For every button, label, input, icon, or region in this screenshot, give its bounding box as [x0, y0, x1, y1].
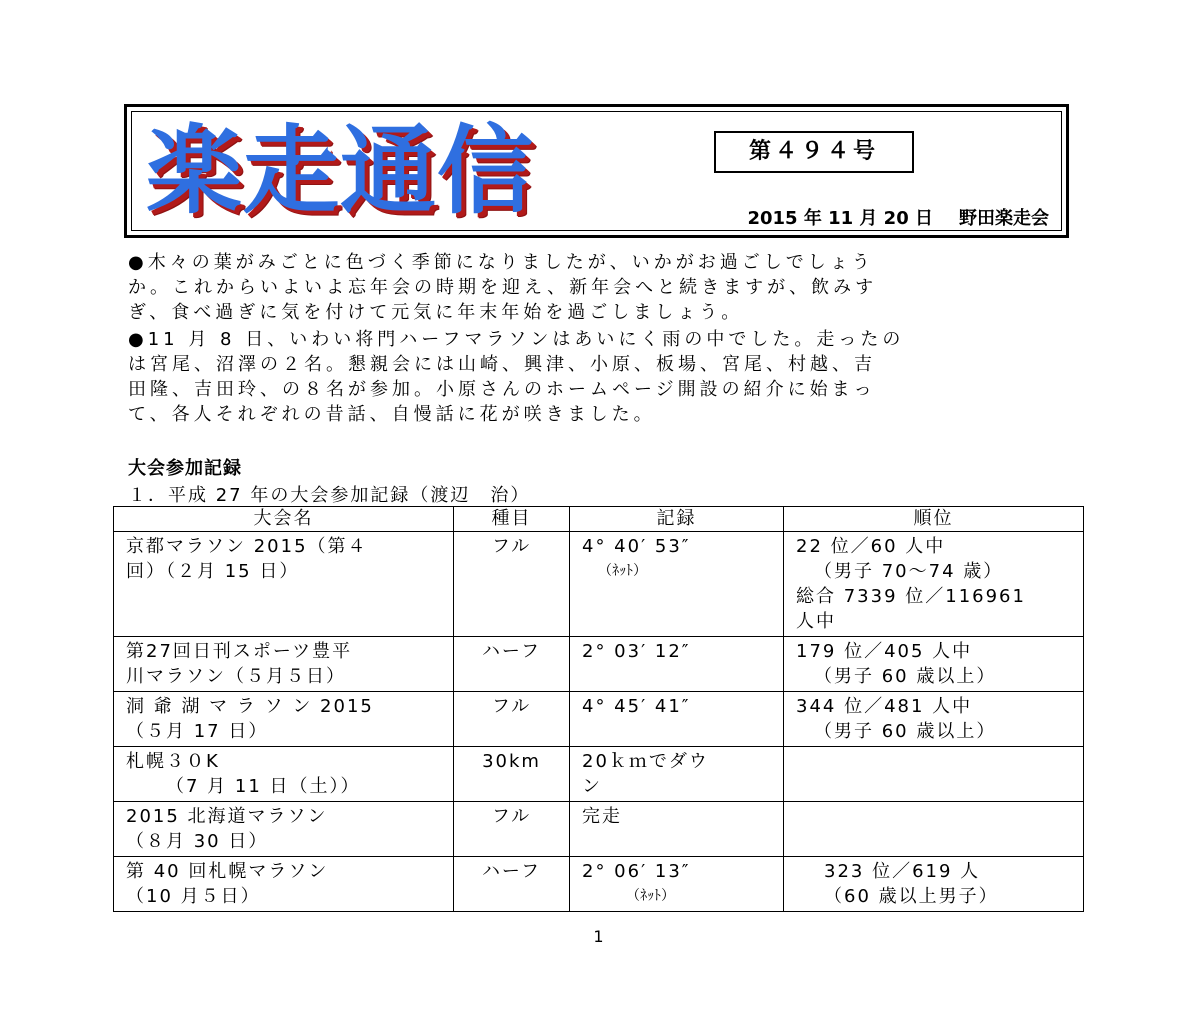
record-time: 完走	[582, 806, 622, 827]
issue-date: 2015 年 11 月 20 日	[747, 208, 933, 229]
rank-cell	[784, 532, 1084, 637]
record-note: （ﾈｯﾄ）	[626, 888, 675, 904]
rank-cell	[784, 692, 1084, 747]
race-name-line: （7 月 11 日（土））	[166, 776, 361, 797]
event-cell: ハーフ	[454, 857, 570, 912]
table-row	[114, 532, 1084, 637]
rank-line: 344 位／481 人中	[796, 696, 973, 717]
rank-cell	[784, 802, 1084, 857]
race-cell	[114, 857, 454, 912]
rank-line: 22 位／60 人中	[796, 536, 946, 557]
paragraph-line: は宮尾、沼澤の２名。懇親会には山崎、興津、小原、板場、宮尾、村越、吉	[128, 354, 876, 375]
rank-line: 323 位／619 人	[824, 861, 981, 882]
record-cell	[570, 692, 784, 747]
record-cell	[570, 857, 784, 912]
race-name-line: 川マラソン（５月５日）	[126, 666, 346, 687]
marathon-report-paragraph	[128, 327, 1078, 427]
rank-cell	[784, 857, 1084, 912]
masthead-frame	[124, 104, 1069, 238]
rank-line: 人中	[796, 611, 836, 632]
rank-line: （男子 60 歳以上）	[814, 721, 997, 742]
race-cell	[114, 747, 454, 802]
record-time: 2° 06′ 13″	[582, 861, 691, 882]
header-record: 記録	[570, 507, 784, 532]
record-time: 4° 45′ 41″	[582, 696, 691, 717]
rank-cell	[784, 747, 1084, 802]
race-name-line: 2015 北海道マラソン	[126, 806, 328, 827]
rank-line: 総合 7339 位／116961	[796, 586, 1026, 607]
race-name-line: 第 40 回札幌マラソン	[126, 861, 329, 882]
intro-paragraph	[128, 250, 1078, 325]
record-time: 2° 03′ 12″	[582, 641, 691, 662]
event-cell: フル	[454, 692, 570, 747]
event-cell: 30km	[454, 747, 570, 802]
paragraph-line: て、各人それぞれの昔話、自慢話に花が咲きました。	[128, 404, 656, 425]
page-number: 1	[593, 927, 604, 946]
race-name-line: 札幌３０K	[126, 751, 220, 772]
race-name-line: 回）（２月 15 日）	[126, 561, 300, 582]
publisher-name: 野田楽走会	[959, 208, 1049, 229]
race-name-line: （５月 17 日）	[126, 721, 269, 742]
issue-number-box: 第４９４号	[714, 131, 914, 173]
paragraph-line: ●11 月 8 日、いわい将門ハーフマラソンはあいにく雨の中でした。走ったの	[128, 329, 905, 350]
date-publisher-line	[747, 204, 1049, 230]
race-cell	[114, 532, 454, 637]
rank-line: （60 歳以上男子）	[824, 886, 999, 907]
event-cell: フル	[454, 532, 570, 637]
race-cell	[114, 637, 454, 692]
paragraph-line: 田隆、吉田玲、の８名が参加。小原さんのホームページ開設の紹介に始まっ	[128, 379, 876, 400]
paragraph-line: ぎ、食べ過ぎに気を付けて元気に年末年始を過ごしましょう。	[128, 302, 744, 323]
race-records-table	[113, 506, 1084, 912]
rank-line: （男子 60 歳以上）	[814, 666, 997, 687]
record-time: 20ｋｍでダウ	[582, 751, 709, 772]
table-row	[114, 637, 1084, 692]
event-cell: フル	[454, 802, 570, 857]
race-name-line: （８月 30 日）	[126, 831, 269, 852]
header-rank: 順位	[784, 507, 1084, 532]
rank-line: 179 位／405 人中	[796, 641, 973, 662]
table-row	[114, 747, 1084, 802]
table-row	[114, 857, 1084, 912]
race-name-line: （10 月５日）	[126, 886, 261, 907]
race-cell	[114, 802, 454, 857]
race-name-line: 第27回日刊スポーツ豊平	[126, 641, 353, 662]
newsletter-title: 楽走通信	[146, 115, 534, 227]
section-title: 大会参加記録	[128, 458, 242, 479]
paragraph-line: ●木々の葉がみごとに色づく季節になりましたが、いかがお過ごしでしょう	[128, 252, 874, 273]
rank-cell	[784, 637, 1084, 692]
header-event: 種目	[454, 507, 570, 532]
table-row	[114, 692, 1084, 747]
rank-line: （男子 70～74 歳）	[814, 561, 1004, 582]
race-name-line: 京都マラソン 2015（第４	[126, 536, 368, 557]
subsection-title: １．平成 27 年の大会参加記録（渡辺 治）	[128, 485, 531, 506]
record-cell	[570, 747, 784, 802]
record-cell	[570, 802, 784, 857]
masthead-inner-frame	[131, 111, 1062, 231]
race-name-line: 洞 爺 湖 マ ラ ソ ン 2015	[126, 696, 374, 717]
paragraph-line: か。これからいよいよ忘年会の時期を迎え、新年会へと続きますが、飲みす	[128, 277, 878, 298]
table-row	[114, 802, 1084, 857]
race-cell	[114, 692, 454, 747]
record-time: 4° 40′ 53″	[582, 536, 691, 557]
table-header-row	[114, 507, 1084, 532]
event-cell: ハーフ	[454, 637, 570, 692]
record-time-line2: ン	[582, 776, 602, 797]
record-cell	[570, 532, 784, 637]
record-cell	[570, 637, 784, 692]
header-race: 大会名	[114, 507, 454, 532]
record-note: （ﾈｯﾄ）	[598, 563, 647, 579]
